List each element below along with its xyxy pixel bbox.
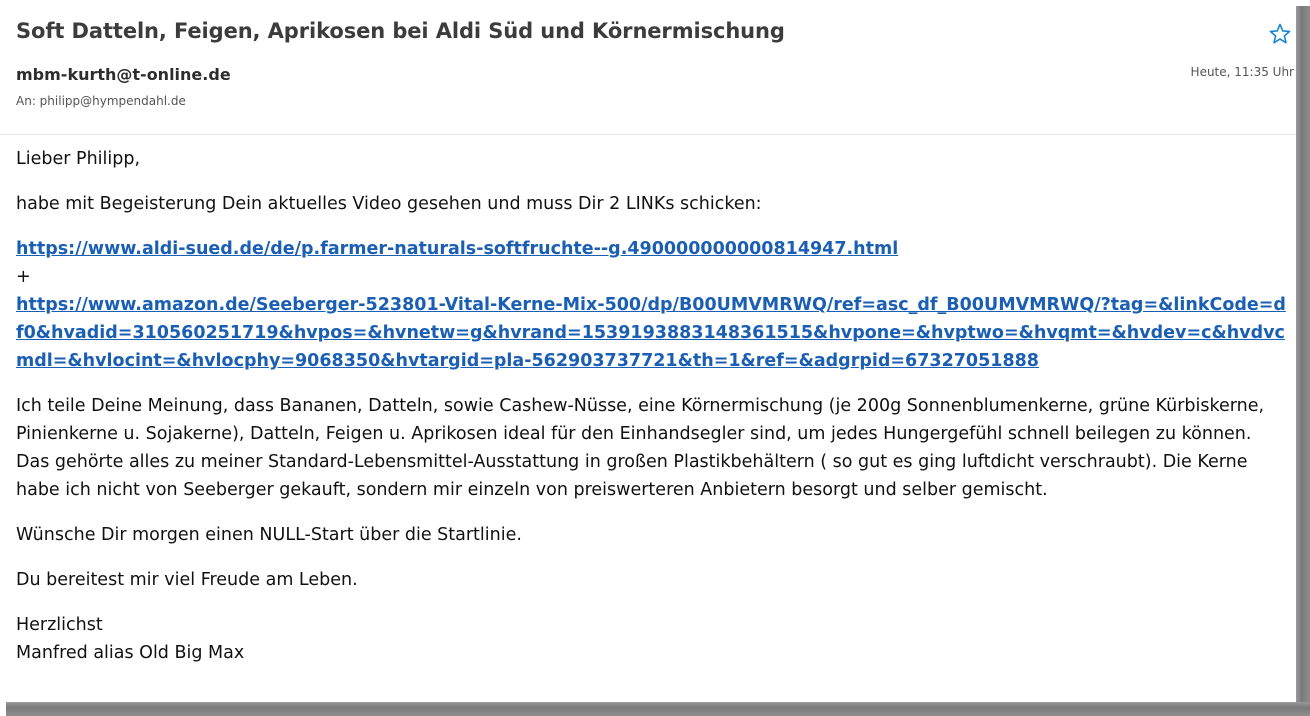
amazon-link[interactable]: https://www.amazon.de/Seeberger-523801-Vital-Kerne-Mix-500/dp/B00UMVMRWQ/ref=asc_df_B00UMVMRWQ/?tag=&linkCode=df0&hvadid=310560251719&hvpos=&hvnetw=g&hvrand=1539193883148361515&hvpone=&hvptwo=&hvqmt=&hvdev=c&hvdvcmdl=&hvlocint=&hvlocphy=9068350&hvtargid=pla-562903737721&th=1&ref=&adgrpid=67327051888: [16, 295, 1286, 371]
email-header: [0, 0, 1296, 135]
signature-text: Manfred alias Old Big Max: [16, 643, 245, 663]
frame-shadow-bottom: [6, 702, 1310, 716]
received-date: Heute, 11:35 Uhr: [1190, 65, 1294, 79]
intro-text: habe mit Begeisterung Dein aktuelles Video gesehen und muss Dir 2 LINKs schicken:: [16, 194, 762, 214]
email-subject: Soft Datteln, Feigen, Aprikosen bei Aldi Süd und Körnermischung: [16, 19, 785, 43]
frame-shadow-right: [1296, 6, 1310, 716]
email-body: [16, 145, 1290, 667]
plus-separator: +: [16, 267, 31, 287]
links-block: [16, 235, 1290, 375]
star-outline-icon[interactable]: [1268, 22, 1292, 46]
recipient-line: An: philipp@hympendahl.de: [16, 94, 186, 108]
joy-paragraph: Du bereitest mir viel Freude am Leben.: [16, 570, 358, 590]
aldi-link[interactable]: https://www.aldi-sued.de/de/p.farmer-naturals-softfruchte--g.490000000000814947.html: [16, 239, 899, 259]
wish-paragraph: Wünsche Dir morgen einen NULL-Start über die Startlinie.: [16, 525, 522, 545]
closing-text: Herzlichst: [16, 615, 103, 635]
greeting-text: Lieber Philipp,: [16, 149, 141, 169]
main-paragraph: Ich teile Deine Meinung, dass Bananen, Datteln, sowie Cashew-Nüsse, eine Körnermischung (je 200g Sonnenblumenkerne, grüne Kürbiskerne, Pinienkerne u. Sojakerne), Datteln, Feigen u. Aprikosen ideal für den Einhandsegler sind, um jedes Hungergefühl schnell beilegen zu können. Das gehörte alles zu meiner Standard-Lebensmittel-Ausstattung in großen Plastikbehältern ( so gut es ging luftdicht verschraubt). Die Kerne habe ich nicht von Seeberger gekauft, sondern mir einzeln von preiswerteren Anbietern besorgt und selber gemischt.: [16, 396, 1265, 500]
sender-address[interactable]: mbm-kurth@t-online.de: [16, 65, 231, 84]
